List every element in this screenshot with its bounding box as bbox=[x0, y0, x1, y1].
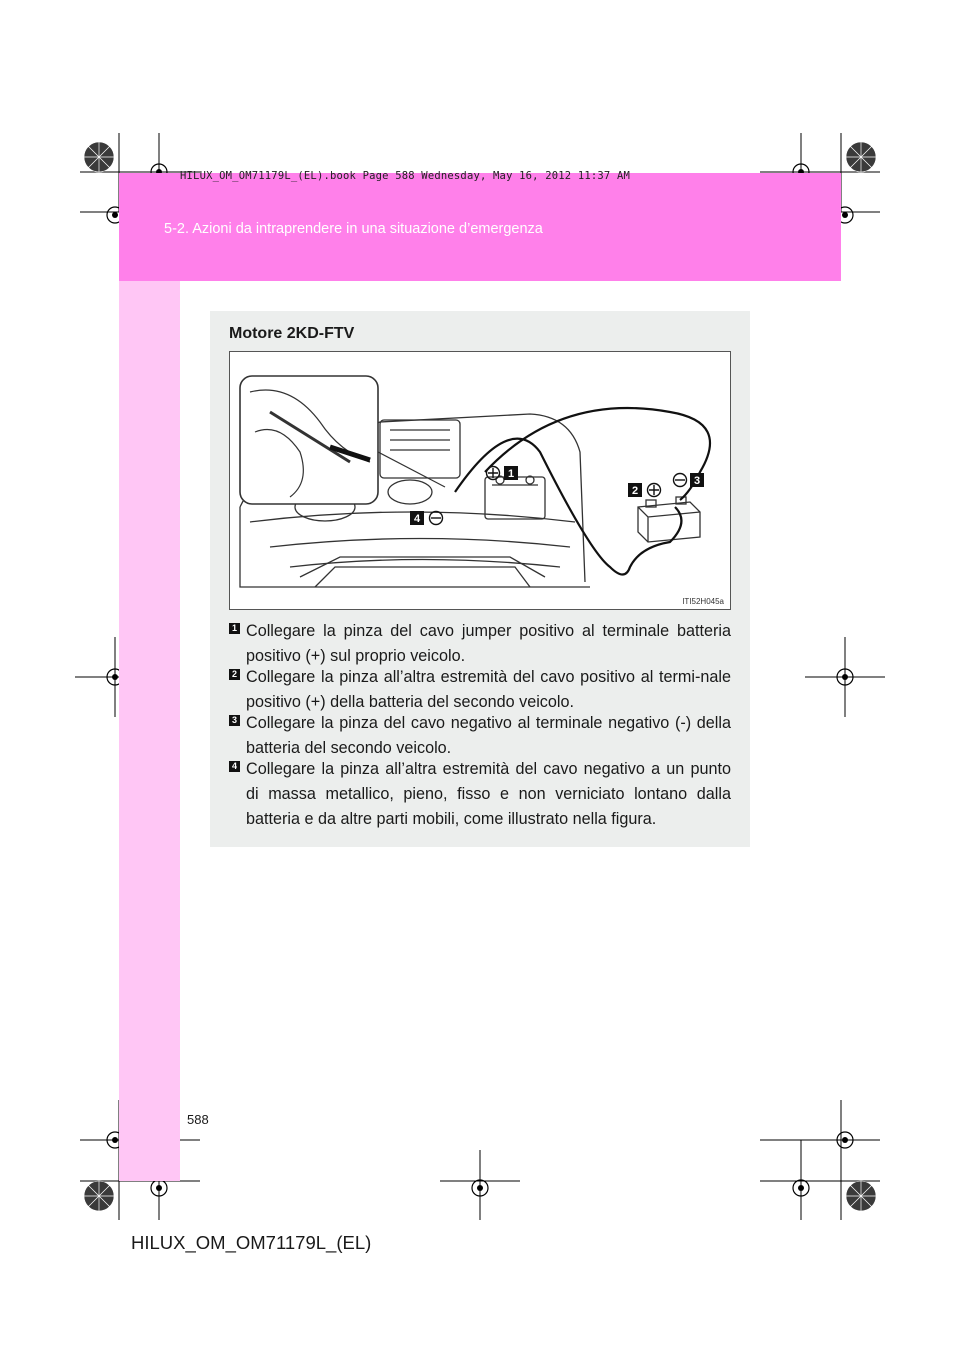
step-text: Collegare la pinza all’altra estremità del cavo negativo a un punto di massa metallico, pieno, fisso e non verniciato lontano dalla batteria e da altre parti mobili, come illustrato nella figura. bbox=[246, 760, 731, 828]
step-2 bbox=[229, 665, 731, 715]
step-4 bbox=[229, 757, 731, 832]
step-text: Collegare la pinza all’altra estremità del cavo positivo al termi-nale positivo (+) della batteria del secondo veicolo. bbox=[246, 668, 731, 711]
jumper-cable-diagram bbox=[230, 352, 730, 609]
svg-text:4: 4 bbox=[413, 513, 421, 525]
callout-1 bbox=[487, 466, 519, 480]
callout-2 bbox=[628, 483, 661, 497]
step-text: Collegare la pinza del cavo negativo al terminale negativo (-) della batteria del secondo veicolo. bbox=[246, 714, 731, 757]
callout-4 bbox=[410, 511, 443, 525]
figure-code: ITI52H045a bbox=[682, 597, 724, 606]
side-tab-band bbox=[119, 281, 180, 1181]
section-title: 5-2. Azioni da intraprendere in una situazione d’emergenza bbox=[164, 221, 543, 237]
step-1 bbox=[229, 619, 731, 669]
step-number-badge: 2 bbox=[229, 669, 240, 680]
step-number-badge: 1 bbox=[229, 623, 240, 634]
svg-text:2: 2 bbox=[631, 485, 639, 497]
step-number-badge: 4 bbox=[229, 761, 240, 772]
callout-3 bbox=[674, 473, 705, 487]
step-3 bbox=[229, 711, 731, 761]
engine-illustration bbox=[229, 351, 731, 610]
book-info-line: HILUX_OM_OM71179L_(EL).book Page 588 Wednesday, May 16, 2012 11:37 AM bbox=[180, 170, 630, 182]
step-number-badge: 3 bbox=[229, 715, 240, 726]
page-number: 588 bbox=[187, 1112, 209, 1127]
footer-document-code: HILUX_OM_OM71179L_(EL) bbox=[131, 1232, 372, 1253]
svg-text:3: 3 bbox=[693, 475, 701, 487]
svg-text:1: 1 bbox=[507, 468, 515, 480]
step-text: Collegare la pinza del cavo jumper positivo al terminale batteria positivo (+) sul proprio veicolo. bbox=[246, 622, 731, 665]
box-title: Motore 2KD-FTV bbox=[229, 325, 355, 342]
